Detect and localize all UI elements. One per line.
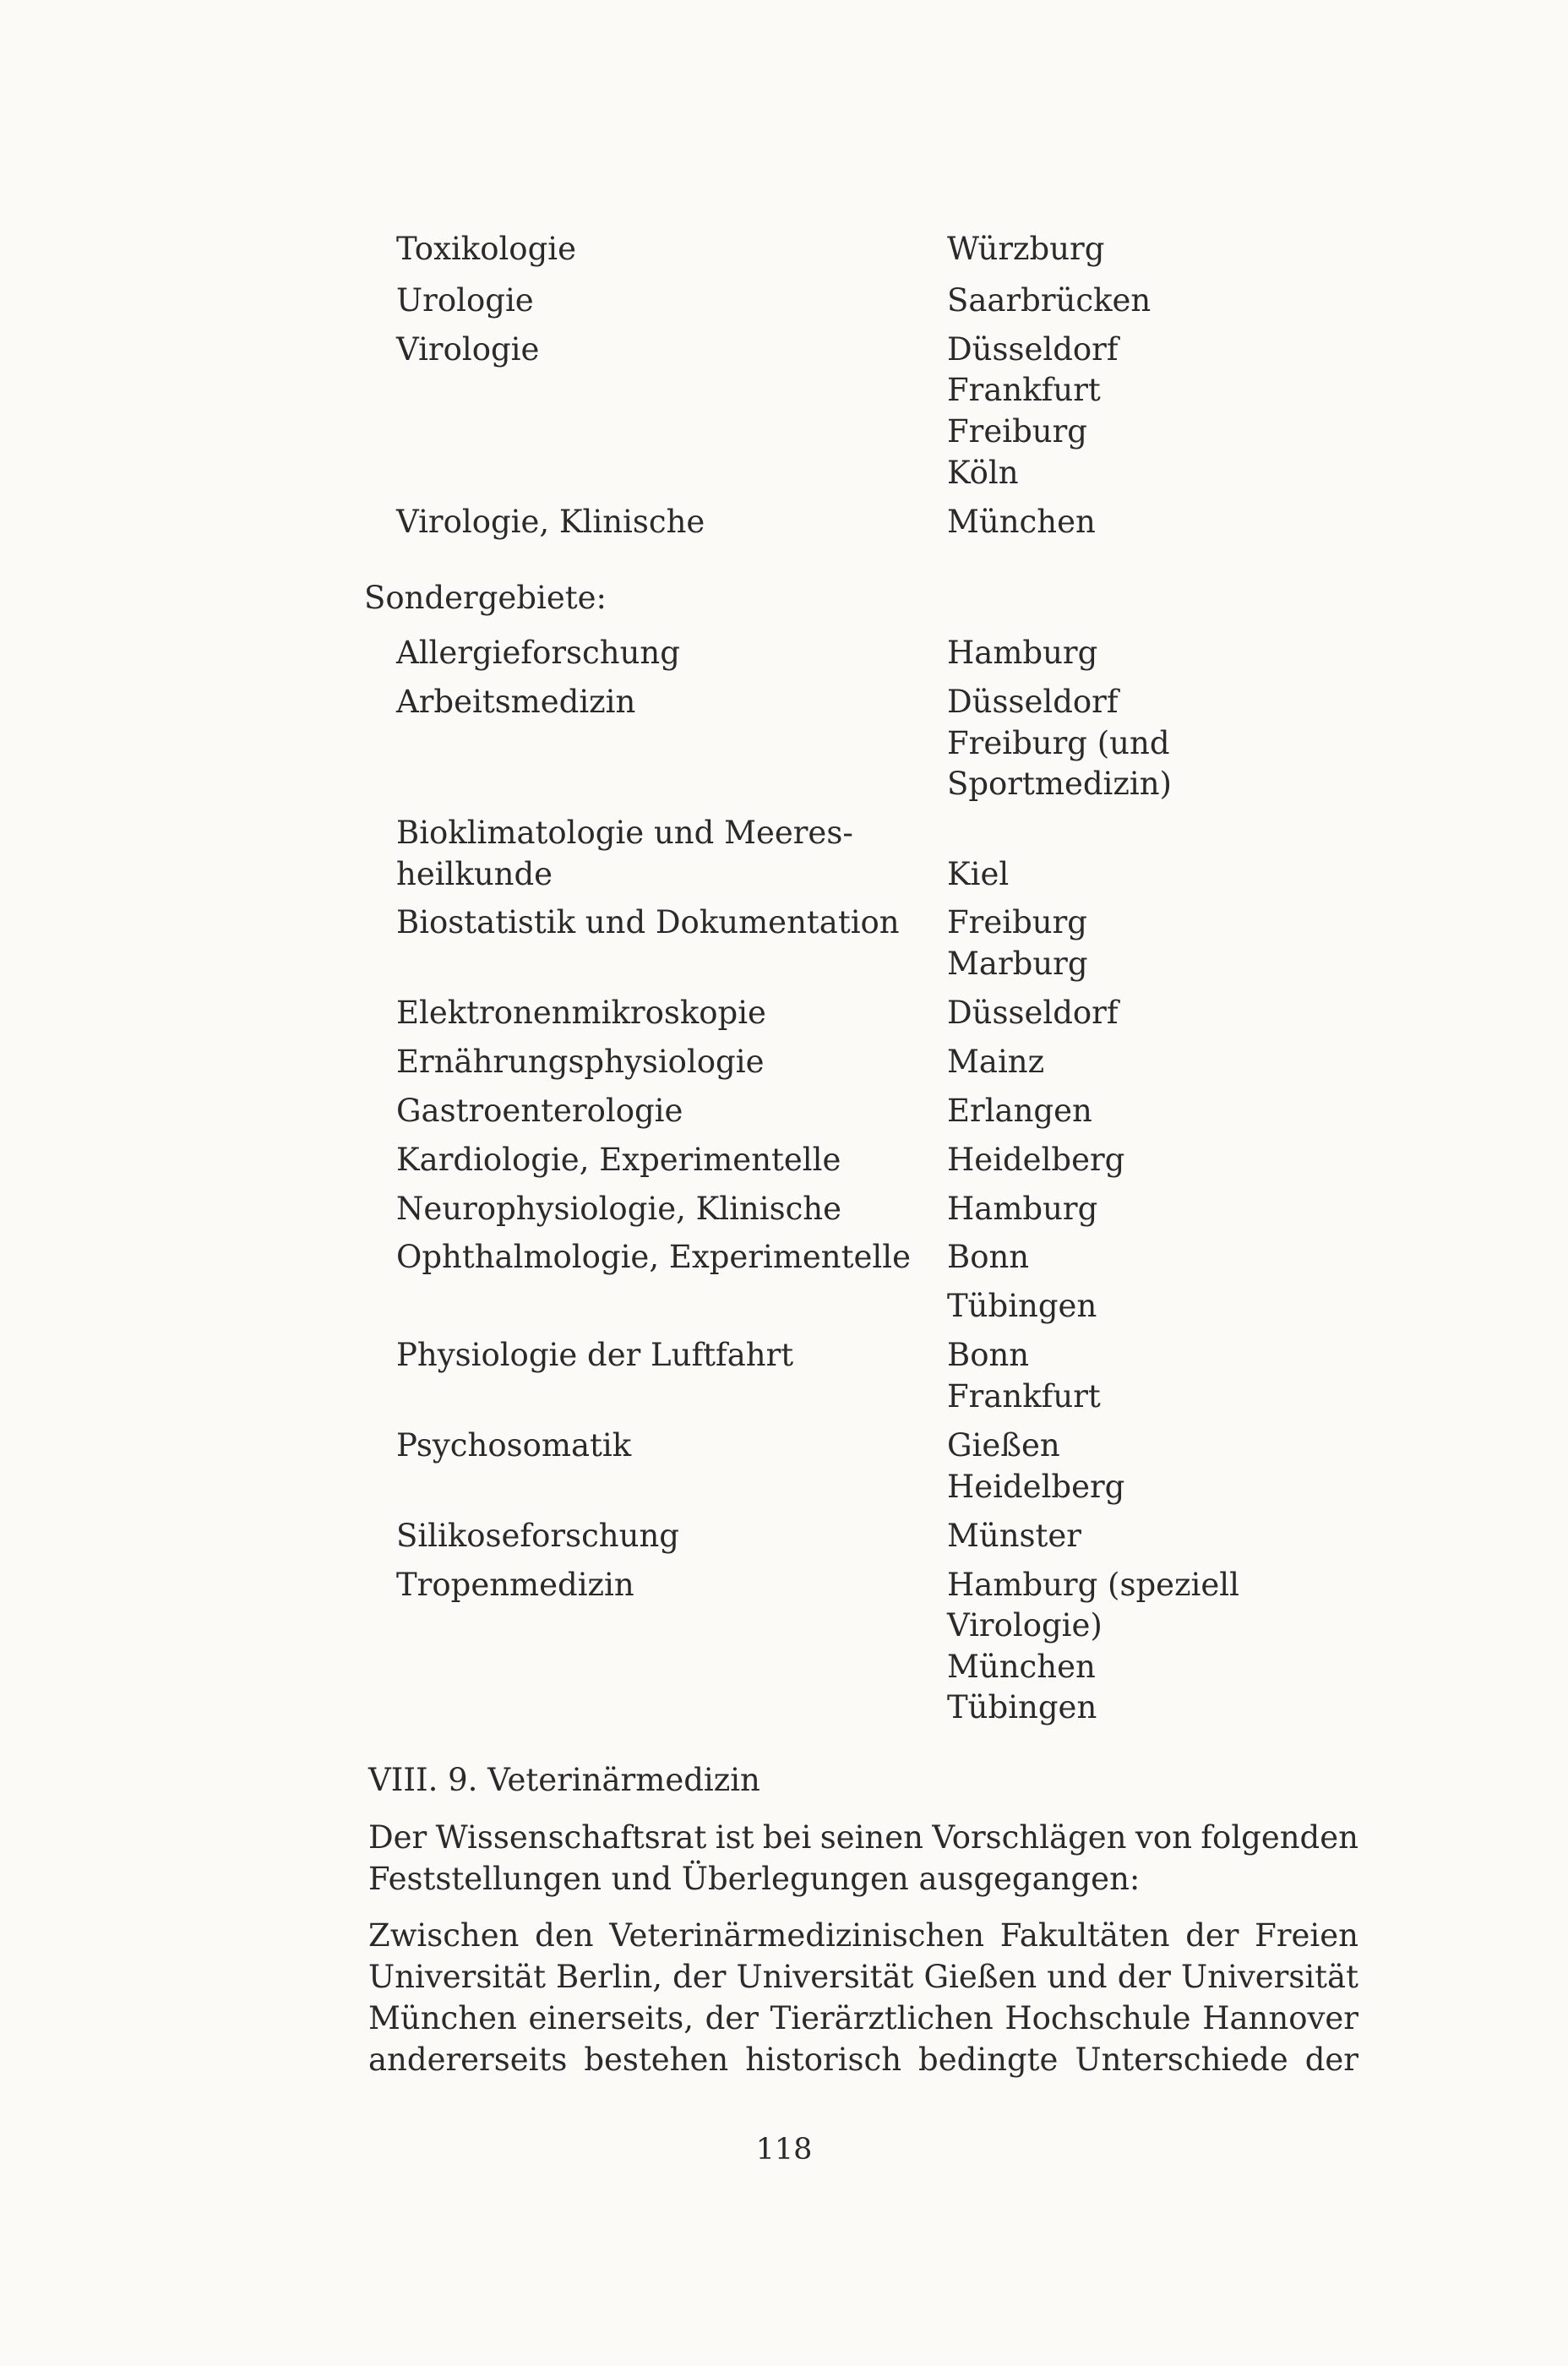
- place-muenster: Münster: [947, 1518, 1081, 1554]
- place-freiburg: Freiburg (und: [947, 725, 1170, 761]
- paragraph-line: München einerseits, der Tierärztlichen Hochschule Hannover: [368, 2000, 1358, 2036]
- subject-ernaehrungsphysiologie: Ernährungsphysiologie: [396, 1044, 765, 1080]
- subject-neurophysiologie: Neurophysiologie, Klinische: [396, 1191, 842, 1227]
- place-muenchen: München: [947, 504, 1096, 540]
- subject-physiologie-luftfahrt: Physiologie der Luftfahrt: [396, 1337, 794, 1373]
- place-note: Sportmedizin): [947, 766, 1172, 802]
- place-giessen: Gießen: [947, 1427, 1060, 1464]
- place-freiburg: Freiburg: [947, 413, 1087, 450]
- place-duesseldorf: Düsseldorf: [947, 331, 1119, 368]
- subject-urologie: Urologie: [396, 282, 534, 319]
- subject-bioklimatologie-cont: heilkunde: [396, 856, 553, 892]
- subject-allergieforschung: Allergieforschung: [396, 635, 680, 671]
- place-hamburg: Hamburg: [947, 1191, 1098, 1227]
- subject-ophthalmologie: Ophthalmologie, Experimentelle: [396, 1239, 911, 1275]
- place-kiel: Kiel: [947, 856, 1010, 892]
- place-muenchen: München: [947, 1649, 1096, 1685]
- subject-toxikologie: Toxikologie: [396, 231, 577, 267]
- page-number: 118: [755, 2133, 813, 2167]
- subject-virologie: Virologie: [396, 331, 540, 368]
- subject-silikoseforschung: Silikoseforschung: [396, 1518, 679, 1554]
- place-bonn: Bonn: [947, 1239, 1030, 1275]
- place-hamburg: Hamburg (speziell: [947, 1567, 1239, 1603]
- paragraph-line: Zwischen den Veterinärmedizinischen Fakultäten der Freien: [368, 1917, 1358, 1954]
- place-wuerzburg: Würzburg: [947, 231, 1105, 267]
- place-tuebingen: Tübingen: [947, 1288, 1097, 1324]
- place-frankfurt: Frankfurt: [947, 372, 1101, 408]
- subject-elektronenmikroskopie: Elektronenmikroskopie: [396, 995, 766, 1031]
- sondergebiete-heading: Sondergebiete:: [364, 580, 607, 616]
- place-note: Virologie): [947, 1607, 1102, 1644]
- paragraph-line: Der Wissenschaftsrat ist bei seinen Vorschlägen von folgenden: [368, 1819, 1358, 1856]
- place-freiburg: Freiburg: [947, 904, 1087, 940]
- section-heading: VIII. 9. Veterinärmedizin: [368, 1762, 760, 1798]
- place-koeln: Köln: [947, 455, 1019, 491]
- subject-bioklimatologie: Bioklimatologie und Meeres-: [396, 815, 853, 851]
- subject-gastroenterologie: Gastroenterologie: [396, 1093, 683, 1129]
- subject-tropenmedizin: Tropenmedizin: [396, 1567, 634, 1603]
- place-marburg: Marburg: [947, 946, 1088, 982]
- subject-biostatistik: Biostatistik und Dokumentation: [396, 904, 900, 940]
- paragraph-line: andererseits bestehen historisch bedingte Unterschiede der: [368, 2042, 1358, 2078]
- paragraph-line: Feststellungen und Überlegungen ausgegangen:: [368, 1861, 1141, 1897]
- place-bonn: Bonn: [947, 1337, 1030, 1373]
- subject-kardiologie: Kardiologie, Experimentelle: [396, 1142, 841, 1178]
- place-mainz: Mainz: [947, 1044, 1045, 1080]
- subject-psychosomatik: Psychosomatik: [396, 1427, 632, 1464]
- subject-virologie-klinische: Virologie, Klinische: [396, 504, 705, 540]
- place-hamburg: Hamburg: [947, 635, 1098, 671]
- place-duesseldorf: Düsseldorf: [947, 995, 1119, 1031]
- place-frankfurt: Frankfurt: [947, 1378, 1101, 1415]
- place-heidelberg: Heidelberg: [947, 1469, 1125, 1505]
- place-duesseldorf: Düsseldorf: [947, 684, 1119, 720]
- subject-arbeitsmedizin: Arbeitsmedizin: [396, 684, 636, 720]
- place-erlangen: Erlangen: [947, 1093, 1092, 1129]
- place-tuebingen: Tübingen: [947, 1689, 1097, 1725]
- place-heidelberg: Heidelberg: [947, 1142, 1125, 1178]
- paragraph-line: Universität Berlin, der Universität Gießen und der Universität: [368, 1959, 1358, 1995]
- place-saarbruecken: Saarbrücken: [947, 282, 1152, 319]
